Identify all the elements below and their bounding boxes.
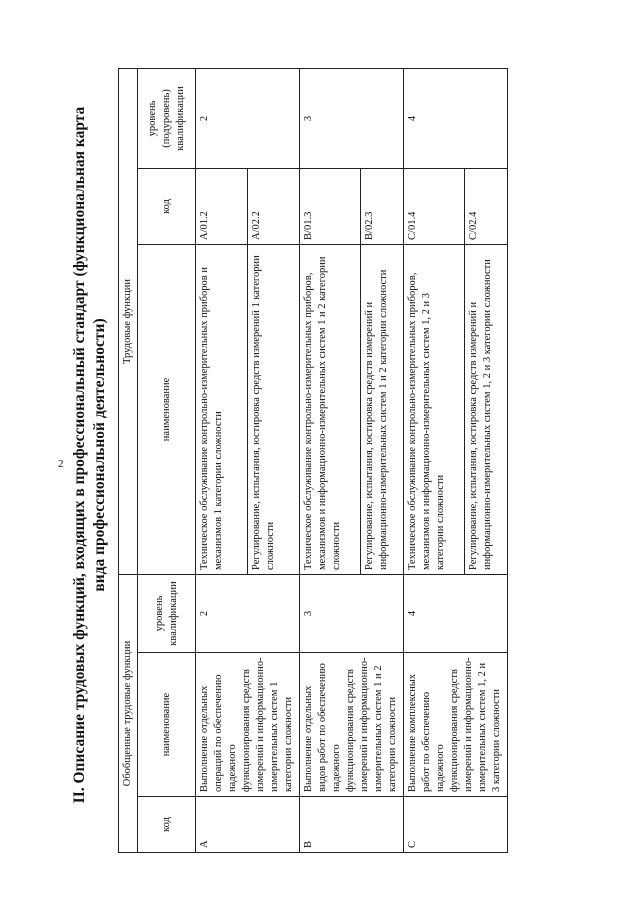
gtf-code: C [403,797,507,853]
page-number: 2 [58,458,64,470]
tf-name: Техническое обслуживание контрольно-измерительных приборов, механизмов и информационно-измерительных систем 1, 2 и 3 категории сложности [403,244,464,574]
tf-code: C/02.4 [465,168,508,244]
tf-code: B/01.3 [300,168,361,244]
tf-name: Техническое обслуживание контрольно-измерительных приборов и механизмов 1 категории сложности [196,244,248,574]
tf-level: 3 [300,68,404,168]
table-row [403,68,464,852]
tf-name: Регулирование, испытания, юстировка средств измерений и информационно-измерительных систем 1 и 2 категории сложности [361,244,404,574]
gtf-code: A [196,797,300,853]
tf-name: Регулирование, испытания, юстировка средств измерений 1 категории сложности [248,244,300,574]
table-row [300,68,361,852]
gtf-level: 4 [403,574,507,652]
rotated-page-content [70,45,590,865]
gtf-name: Выполнение отдельных операций по обеспечению надежного функционирования средств измерений и информационно-измерительных систем 1 категории сложности [196,653,300,797]
gtf-level: 3 [300,574,404,652]
tf-name: Техническое обслуживание контрольно-измерительных приборов, механизмов и информационно-измерительных систем 1 и 2 категории сложности [300,244,361,574]
tf-level: 4 [403,68,507,168]
gtf-code: B [300,797,404,853]
tf-code: A/02.2 [248,168,300,244]
tf-level: 2 [196,68,300,168]
functional-map-table [118,68,508,853]
col-header-code: код [138,797,196,853]
gtf-level: 2 [196,574,300,652]
document-title: II. Описание трудовых функций, входящих в профессиональный стандарт (функциональная карта [71,106,88,804]
labor-functions-header: Трудовые функции [119,68,138,574]
col-header-tf-level: уровень (подуровень) квалификации [138,68,196,168]
tf-code: B/02.3 [361,168,404,244]
tf-name: Регулирование, испытания, юстировка средств измерений и информационно-измерительных систем 1, 2 и 3 категории сложности [465,244,508,574]
document-subtitle: вида профессиональной деятельности) [91,318,108,592]
col-header-tf-name: наименование [138,244,196,574]
col-header-tf-code: код [138,168,196,244]
tf-code: C/01.4 [403,168,464,244]
tf-code: A/01.2 [196,168,248,244]
table-row [196,68,248,852]
col-header-name: наименование [138,653,196,797]
generalized-functions-header: Обобщенные трудовые функции [119,574,138,852]
gtf-name: Выполнение отдельных видов работ по обеспечению надежного функционирования средств измерений и информационно-измерительных систем 1 и 2 категории сложности [300,653,404,797]
col-header-level: уровень квалификации [138,574,196,652]
gtf-name: Выполнение комплексных работ по обеспечению надежного функционирования средств измерений и информационно-измерительных систем 1, 2 и 3 категории сложности [403,653,507,797]
